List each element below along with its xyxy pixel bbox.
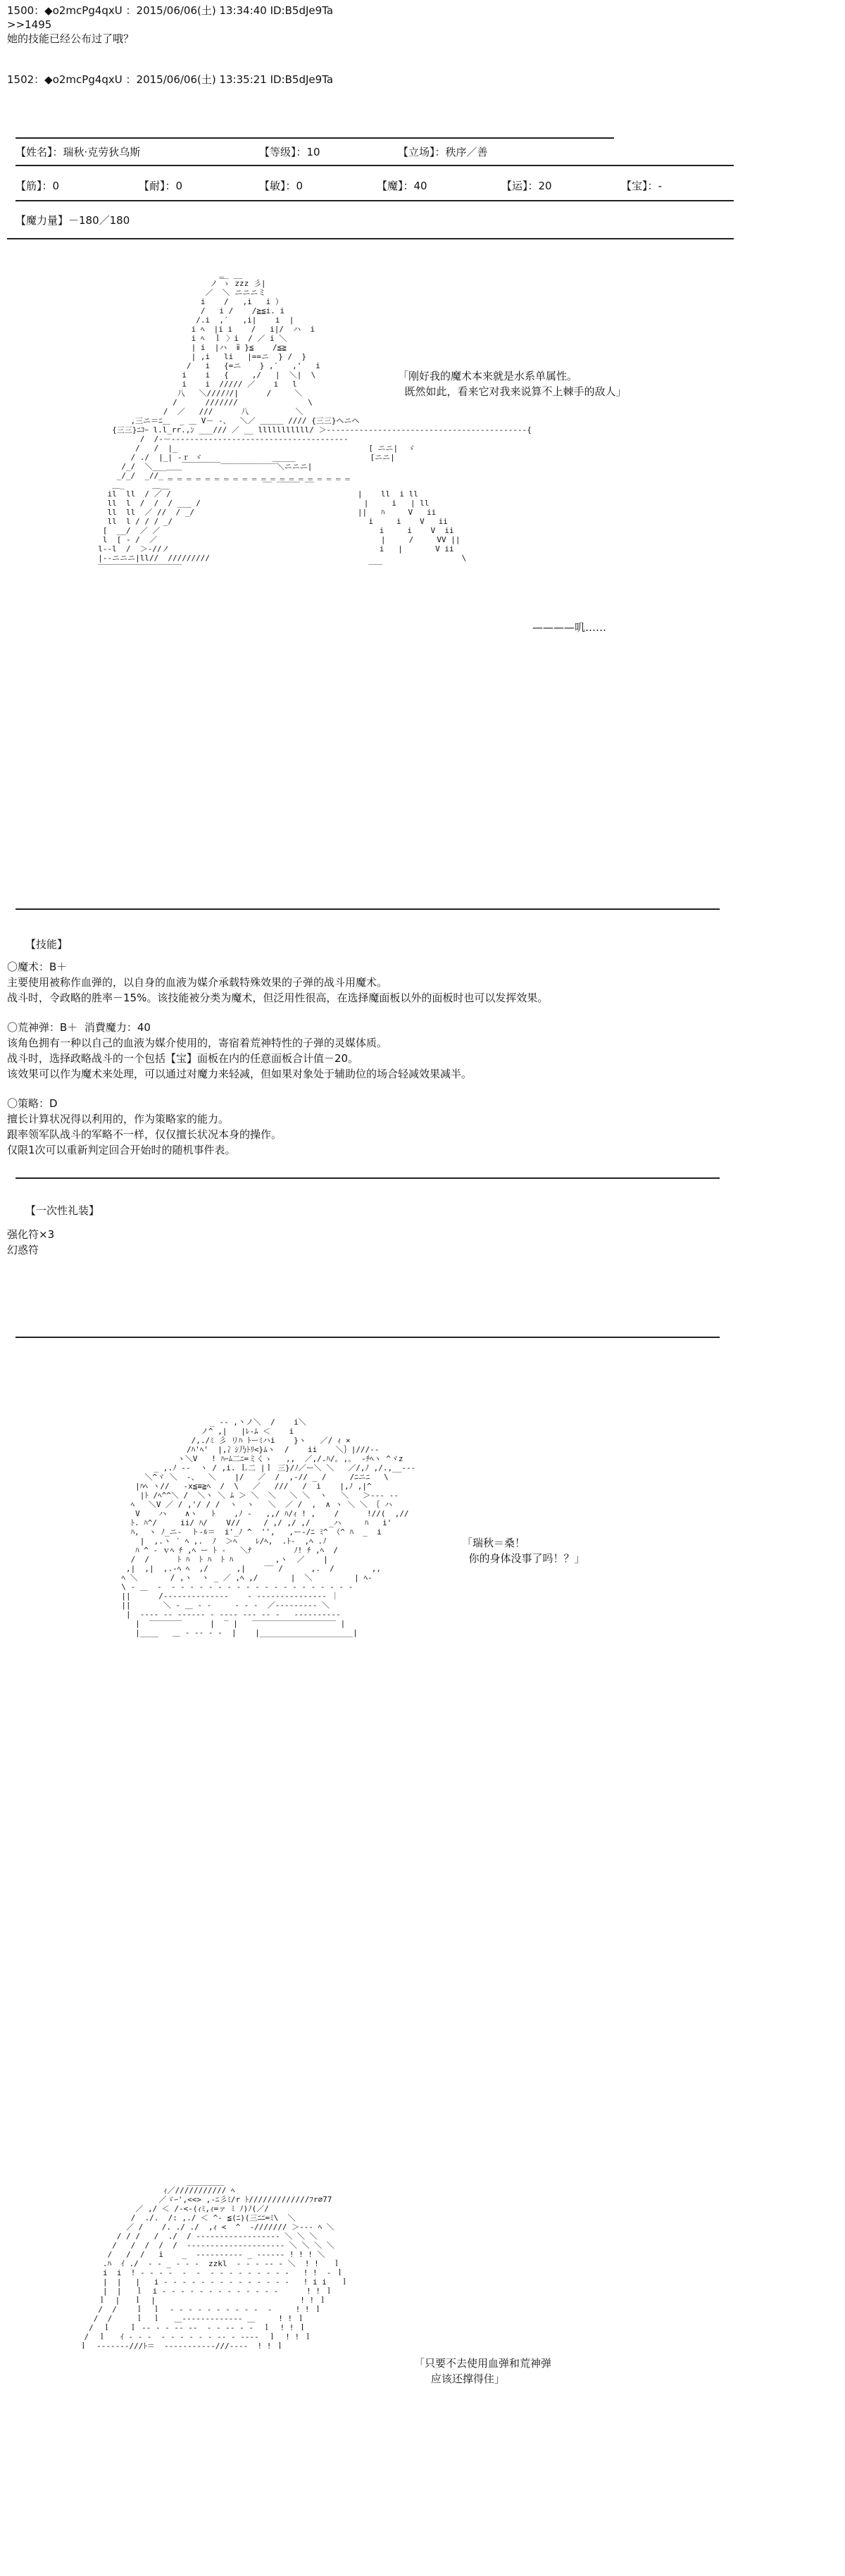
scene1-speech: 「刚好我的魔术本来就是水系单属性。 既然如此，看来它对我来说算不上棘手的敌人」 bbox=[398, 370, 627, 398]
status-np: 【宝】：- bbox=[621, 180, 662, 192]
oneshot-item-1: 强化符×3 bbox=[7, 1228, 55, 1241]
status-con: 【耐】：0 bbox=[139, 180, 183, 192]
skill-strategy-desc-3: 仅限1次可以重新判定回合开始时的随机事件表。 bbox=[7, 1144, 236, 1156]
skill-magic-desc-1: 主要使用被称作血弹的，以自身的血液为媒介承载特殊效果的子弹的战斗用魔术。 bbox=[7, 976, 388, 989]
separator-3 bbox=[15, 1337, 720, 1338]
post-quote-link[interactable]: >>1495 bbox=[7, 18, 52, 31]
status-level: 【等级】：10 bbox=[259, 146, 320, 158]
skills-section bbox=[7, 937, 838, 1158]
post-header-1502: 1502：◆o2mcPg4qxU ：2015/06/06(土) 13:35:21 ID:B5dJe9Ta bbox=[7, 73, 334, 86]
status-agi: 【敏】：0 bbox=[259, 180, 303, 192]
skill-bullet-desc-1: 该角色拥有一种以自己的血液为媒介使用的，寄宿着荒神特性的子弹的灵媒体质。 bbox=[7, 1037, 388, 1049]
skills-title: 【技能】 bbox=[25, 938, 68, 951]
skill-bullet-desc-2: 战斗时，选择政略战斗的一个包括【宝】面板在内的任意面板合计值－20。 bbox=[7, 1052, 359, 1065]
skill-strategy-title: 〇策略：D bbox=[7, 1097, 58, 1110]
skill-magic-desc-2: 战斗时，令政略的胜率－15%。该技能被分类为魔术，但泛用性很高，在选择魔面板以外的面板时也可以发挥效果。 bbox=[7, 992, 549, 1004]
oneshot-item-2: 幻惑符 bbox=[7, 1244, 39, 1256]
scene1-hum: ————叽…… bbox=[532, 621, 607, 634]
skill-strategy-desc-2: 跟率领军队战斗的军略不一样，仅仅擅长状况本身的操作。 bbox=[7, 1128, 282, 1141]
status-str: 【筋】：0 bbox=[15, 180, 60, 192]
post-body-1500: 她的技能已经公布过了哦？ bbox=[7, 32, 134, 45]
ascii-art-rachel-1: ‗_ __ ノ ゝ zzz 彡| ／ ＼ ニニニミ i / ,i i ） / i / /≧≦i. i /.i ,′ ,i| i | i ﾍ |i i / i|/ ハ i i ﾍ ｌ 〉i / ／ i ＼ | i |ハ ⅱ }≦ /≦≧ | ,i li |==ニ } / } / i {=ニ } ,′ ,' i i i { ,/ | ＼| \ i i ///// ／ i l 八 ＼////ﾉ/| / ＼ / /////// \ / ／ /// 八 ＼ ,三ニ＝ﾆ＿ _ ＿ V－ -、 ＼／ ＿＿＿ //// {三三}ヘニヘ {三三}ﾆｺｰ l.l_rr.,ﾝ ___/// ／ __ lllllllllll/ ＞-------------------------------------------{ / /‐－‐‐‐‐‐‐‐‐‐‐‐‐‐‐‐‐‐‐‐‐‐‐‐‐‐‐‐‐‐‐‐‐‐‐‐‐‐‐ / / |_ [ ニニ| ゞ / ./ |_| -ｒ ヾ _____ [ニニ| /_/ ＼___＿＿￣￣￣￣￣‾‾‾‾‾‾‾‾‾‾‾‾＼ニニニ| _/_/ _//_ ‗ ‗ ‗ ‗ ‗ ‗ ‗ ‗ ‗ ‗ ‗ ‗ ‗ ‗ ‗ ‗ ‗ ‗ ‗ ‗ ＿_ ＿__ ‾‾ ‾‾‾‾‾ ‾‾ il ll / ／ / | ll i ll ll l / / / ___ / | i | ll ll ll ／ // / _/ || ﾊ V ii ll l / / / _/ i i V ii [ __/ ／ ／ i i V ii l [ - / ／ | / VV || l--l / ＞-//ノ i | V ii |--ニニニ|ll// ///////// \ ‾‾‾‾‾‾‾‾‾‾‾‾‾‾‾‾‾‾ ‾‾‾ bbox=[98, 270, 532, 572]
status-luck: 【运】：20 bbox=[501, 180, 552, 192]
status-mid-line-2 bbox=[15, 200, 734, 201]
status-mag: 【魔】：40 bbox=[377, 180, 427, 192]
status-mid-line-1 bbox=[15, 165, 734, 166]
status-name: 【姓名】：瑞秋·克劳狄乌斯 bbox=[15, 146, 141, 158]
skill-bullet-title: 〇荒神弹：B＋ 消費魔力：40 bbox=[7, 1021, 151, 1034]
scene3-speech: 「只要不去使用血弹和荒神弹 应该还撑得住」 bbox=[414, 2357, 552, 2385]
oneshot-section bbox=[7, 1203, 838, 1258]
skill-strategy-desc-1: 擅长计算状况得以利用的，作为策略家的能力。 bbox=[7, 1113, 230, 1125]
oneshot-title: 【一次性礼装】 bbox=[25, 1204, 100, 1217]
ascii-art-rachel-2: ________ ｨ／/////////// ﾍ ／ゞｰ',<<> ,-ﾆ彡ﾐ/r ﾄ/////////////ﾌr∅77 ／ ,/ ＜ /‐<‐(ｨﾐ,ｨ=ァ ﾐ ﾉ)ﾉ(／/ / ./. /: ,./ ＜ ^‐ ≦(ﾆ)(三ﾆﾆ=ﾐ\ ＼ ／ / /. ./ ./ ,ｨ < ^ ‐/////// ＞‐‐‐ ﾍ ＼ / / / / ./ / ‐‐‐‐‐‐‐‐‐‐‐‐‐‐‐‐‐‐ ＼ ＼ ＼ / / / / / ‐‐‐‐‐‐‐‐‐‐‐‐‐‐‐‐‐‐‐‐‐ ＼ ＼ ＼ ＼ / / / i _ ‐‐‐‐‐‐‐‐‐‐ _ ‐‐‐‐‐‐ ! ! ! ＼ .ﾊ ｲ ./ ‐ ‐ _ ‐ ‐ ‐ zzkl ‐ ‐ ‐ ‐‐ ‐ ＼ ! ! ｌ i i ! ‐ ‐ ‐ ‐ ‐ ‐ ‐ ‐ ‐ ‐ ‐ ‐ ‐ ‐ ‐ ! ! ‐ ｌ | | | i ‐ ‐ ‐ ‐ ‐ ‐ ‐ ‐ ‐ ‐ ‐ ‐ ‐ ‐ ! i i ｌ | | ｌ i ‐ ‐ ‐ ‐ ‐ ‐ ‐ ‐ ‐ ‐ ‐ ‐ ‐ ! ! ｌ ｌ | ｌ | ! ! ｌ / / ｌ ｌ ‐ ‐ ‐ ‐ ‐ ‐ ‐ ‐ ‐ ‐ ‐ ! ! ｌ / / ｌ ｌ ＿‐‐‐‐‐‐‐‐‐‐‐‐‐ ＿ ! ! ｌ / ｌ ｌ ‐‐ ‐ ‐ ‐‐ ‐‐ ‐ ‐ ‐‐ ‐ ‐ ｌ ! ! ｌ / ｌ ｲ ‐ ‐ ‐ ‐ ‐ ‐ ‐ ‐ ‐ ‐‐ ‐ ‐‐‐‐ ｌ ! ! ｌ ｌ ‐‐‐‐‐‐‐///ﾄ＝ ‐‐‐‐‐‐‐‐‐‐‐///‐‐‐‐ ! ! ｌ bbox=[79, 2177, 349, 2351]
status-alignment: 【立场】：秩序／善 bbox=[398, 146, 488, 158]
separator-1 bbox=[15, 908, 720, 910]
skill-magic-title: 〇魔术：B＋ bbox=[7, 961, 68, 973]
skill-bullet-desc-3: 该效果可以作为魔术来处理，可以通过对魔力来轻减，但如果对象处于辅助位的场合轻减效果减半。 bbox=[7, 1068, 472, 1080]
ascii-art-friend: _ -‐ ,丶ノ＼ / i＼ ノ^ ,| |ﾚ-ﾑ ＜ i /,./ﾐ 彡 リﾊ ﾄーﾐハi }ヽ ／/ ｨ × /ﾊ'ﾍ' |,冫ｼ乃ﾄﾘ<}ﾑヽ / ii ＼｝|///‐‐ ヽ＼V ! ﾊｰﾑ二ﾆ=ミくゝ ,, ／,/.ﾊ/｡ ,｡ ‐ﾁﾍヽ ^ヾz _ ,.ﾉ ‐- ヽ / ,i. Ｌ二 |ｌ 三}/ﾉ／ー＼ ＼ ／/,ﾉ ,/.,__-‐‐ ＼^ヾ ＼ -、 ＼ |/ ／ / ,‐// _ / /ﾆニﾆ \ |ﾊﾍ ヽ// -x≦≡≧ﾍ / \ ／ /// / i |,ﾉ ,|^ |ﾄ /ﾍ^^＼ / ＼ヽ ＼ ﾑ ＞ ＼ ＼ ＼ ＼ ヽ ＼ ＞‐‐‐ ‐‐ ﾍ ＼V ／ / ,'/ / / ヽ ヽ ＼ ／ / , ∧ ヽ ＼ ＼ ｛ ハ V ハ ∧ヽ ﾄ ,ﾉ - ,,/ ﾊ/ｨ ! , / !//( ,// ﾄ. ﾊ^/ ii/ ﾊ/ V// / ,/ ,/ ,/ _ハ ﾊ i' ﾊ, ヽ ﾉ_ニ‐ ト-ﾙ＝ i'_ﾉ ^ '', ,ー‐/ﾆ ﾐ^ （^ ﾊ _ i | ,.ヽ ′ ﾍ ,. ﾉ ＞ﾍ ﾚ/ﾍ, .ﾄ‐ ,ﾍ .ﾉ ﾊ ^ ‐ ｖﾍ ﾁ ,ﾍ ー ﾄ ‐ ＼ﾅ ﾉ! ﾁ ,ﾍ / / / ﾄ ﾊ ﾄ ﾊ ﾄ ﾊ ,ヽ ／ | ,| ,| ,.-ﾍ ﾍ ,/ ,| ‾‾ / ,. / ,, ﾍ ＼ / ,ヽ ヽ _ ／ ,ﾍ ,/ | ＼ | ﾍ- \ ‐ ＿ ‐ ‐ ‐ ‐ ‐ ‐ ‐ ‐ ‐ ‐ ‐ ‐ ‐ ‐ ‐ ‐ ‐ ‐ ‐ ‐ ‐ || /‐‐‐‐‐‐‐‐‐‐‐‐‐‐ ‐ ‐‐‐‐‐‐‐‐‐‐‐‐‐‐‐ ｜ || ＼ ‐ ＿ ‐ ‐ ‐ ‐ ‐ ／‐‐‐‐‐‐‐‐‐ ＼ | ‐‐‐‐ ‐‐ ‐‐‐‐‐‐ ‐ ‐‐‐‐ ‐‐‐ ‐‐ ‐ ‐‐‐‐‐‐‐‐‐‐ | ‾‾‾‾‾‾‾ | ‾ | ‾‾‾‾‾‾‾‾‾‾‾‾‾‾‾‾‾‾ | |____ ＿ ‐ ‐‐ ‐ ‐ | |____________________| bbox=[121, 1418, 416, 1637]
separator-2 bbox=[15, 1177, 720, 1179]
status-top-line bbox=[15, 137, 614, 139]
status-bottom-line bbox=[7, 238, 734, 239]
post-header-1500: 1500：◆o2mcPg4qxU ：2015/06/06(土) 13:34:40 ID:B5dJe9Ta bbox=[7, 4, 334, 17]
scene2-speech: 「瑞秋＝桑！ 你的身体没事了吗！？」 bbox=[462, 1537, 585, 1565]
status-mana: 【魔力量】－180／180 bbox=[15, 214, 130, 227]
